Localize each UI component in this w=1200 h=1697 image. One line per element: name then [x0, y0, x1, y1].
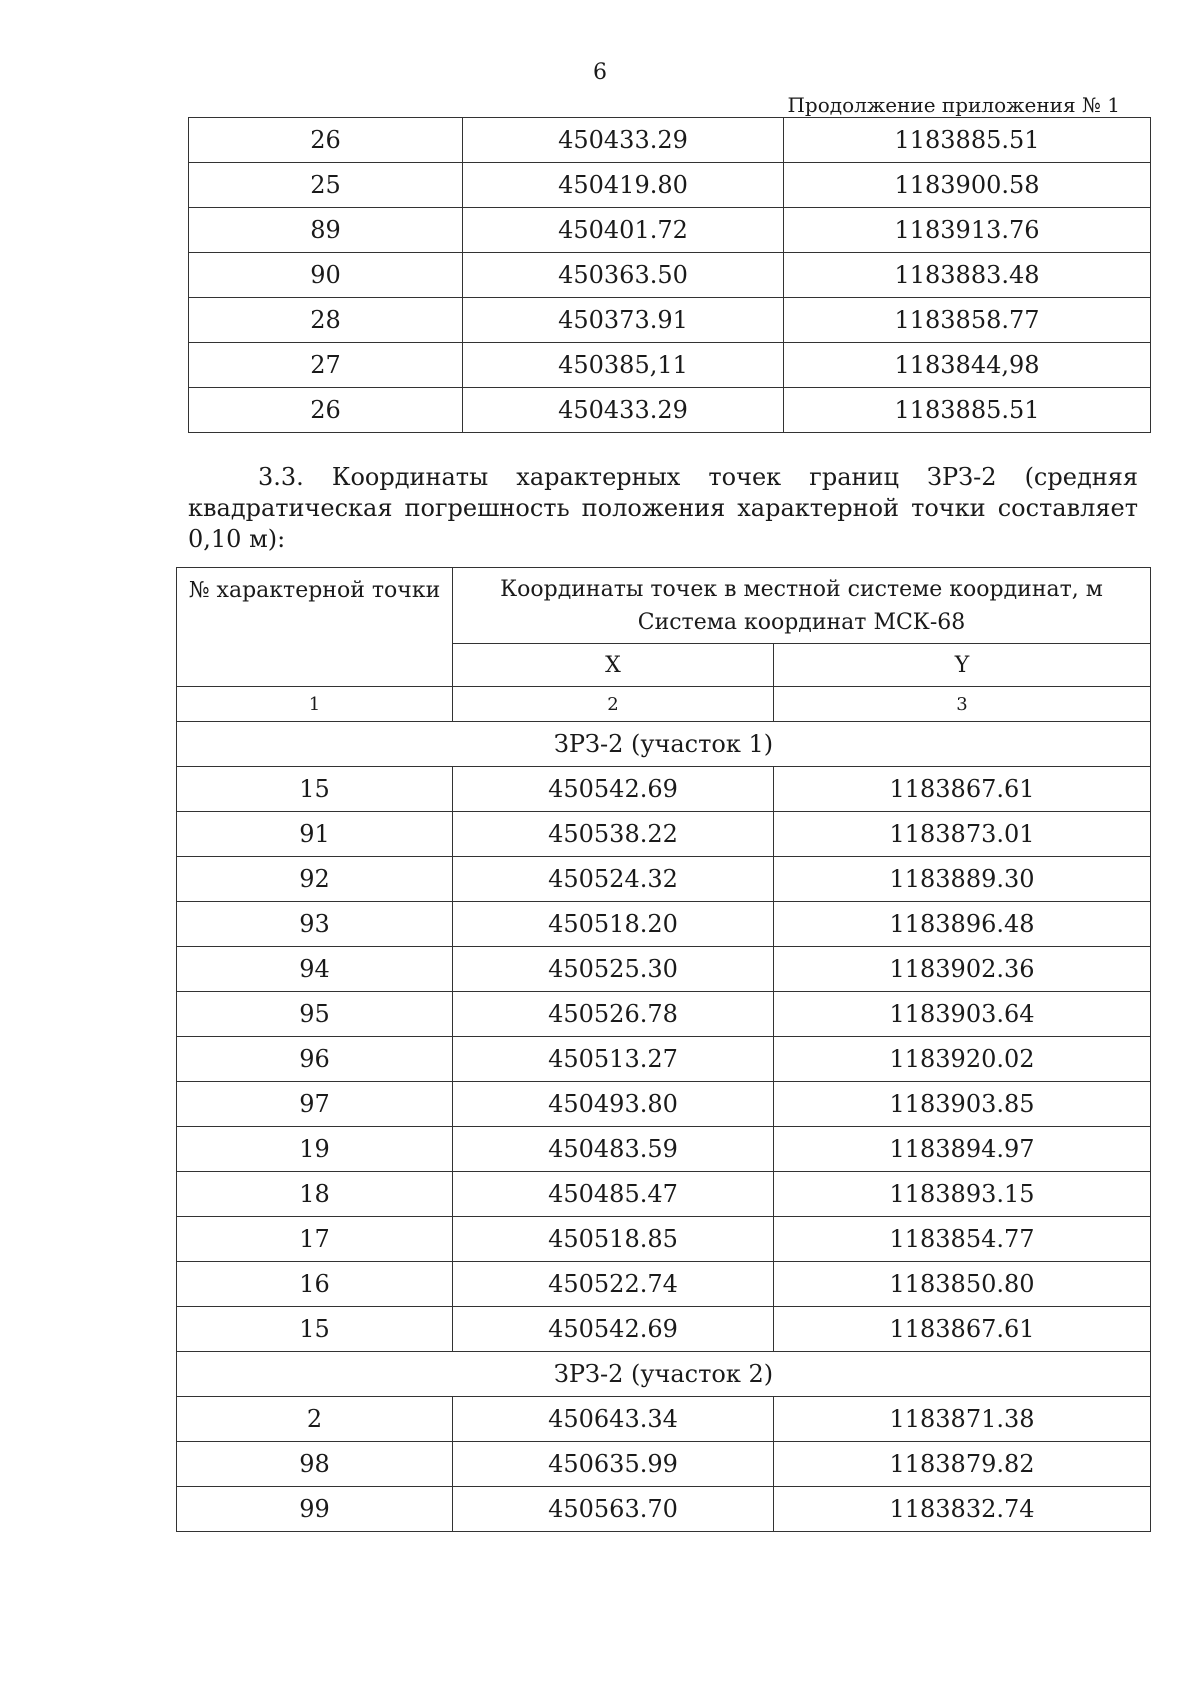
y-coordinate-cell: 1183903.64: [774, 992, 1151, 1037]
coordinates-table-zrz2: [176, 567, 1151, 1532]
point-number-cell: 96: [177, 1037, 453, 1082]
table-row: [177, 1487, 1151, 1532]
section-paragraph: 3.3. Координаты характерных точек границ ЗРЗ-2 (средняя квадратическая погрешность положения характерной точки составляет 0,10 м):: [188, 463, 1138, 553]
table-row: [189, 163, 1151, 208]
y-coordinate-cell: 1183894.97: [774, 1127, 1151, 1172]
x-coordinate-cell: 450518.85: [453, 1217, 774, 1262]
header-coordinates-line1: Координаты точек в местной системе координат, м: [500, 576, 1103, 602]
point-number-cell: 15: [177, 1307, 453, 1352]
section-title-plot-1: ЗРЗ-2 (участок 1): [177, 722, 1151, 767]
table-row: [177, 1442, 1151, 1487]
point-number-cell: 17: [177, 1217, 453, 1262]
table-row: [177, 767, 1151, 812]
header-point-number: № характерной точки: [177, 568, 453, 687]
y-coordinate-cell: 1183889.30: [774, 857, 1151, 902]
x-coordinate-cell: 450483.59: [453, 1127, 774, 1172]
point-number-cell: 95: [177, 992, 453, 1037]
y-coordinate-cell: 1183867.61: [774, 767, 1151, 812]
table-row: [189, 298, 1151, 343]
table-row: [177, 1262, 1151, 1307]
point-number-cell: 99: [177, 1487, 453, 1532]
x-coordinate-cell: 450635.99: [453, 1442, 774, 1487]
x-coordinate-cell: 450542.69: [453, 767, 774, 812]
x-coordinate-cell: 450518.20: [453, 902, 774, 947]
x-coordinate-cell: 450525.30: [453, 947, 774, 992]
point-number-cell: 25: [189, 163, 463, 208]
y-coordinate-cell: 1183854.77: [774, 1217, 1151, 1262]
point-number-cell: 98: [177, 1442, 453, 1487]
y-coordinate-cell: 1183896.48: [774, 902, 1151, 947]
x-coordinate-cell: 450385,11: [463, 343, 784, 388]
table-row: [177, 1082, 1151, 1127]
y-coordinate-cell: 1183850.80: [774, 1262, 1151, 1307]
column-number-2: 2: [453, 687, 774, 722]
y-coordinate-cell: 1183885.51: [784, 118, 1151, 163]
point-number-cell: 19: [177, 1127, 453, 1172]
point-number-cell: 90: [189, 253, 463, 298]
point-number-cell: 2: [177, 1397, 453, 1442]
column-number-3: 3: [774, 687, 1151, 722]
x-coordinate-cell: 450433.29: [463, 118, 784, 163]
point-number-cell: 26: [189, 118, 463, 163]
y-coordinate-cell: 1183920.02: [774, 1037, 1151, 1082]
header-x: X: [453, 644, 774, 687]
continuation-label: Продолжение приложения № 1: [787, 93, 1120, 117]
y-coordinate-cell: 1183900.58: [784, 163, 1151, 208]
table-row: [177, 902, 1151, 947]
y-coordinate-cell: 1183885.51: [784, 388, 1151, 433]
point-number-cell: 27: [189, 343, 463, 388]
table-row: [177, 1172, 1151, 1217]
point-number-cell: 16: [177, 1262, 453, 1307]
y-coordinate-cell: 1183879.82: [774, 1442, 1151, 1487]
y-coordinate-cell: 1183902.36: [774, 947, 1151, 992]
y-coordinate-cell: 1183858.77: [784, 298, 1151, 343]
x-coordinate-cell: 450485.47: [453, 1172, 774, 1217]
x-coordinate-cell: 450522.74: [453, 1262, 774, 1307]
x-coordinate-cell: 450363.50: [463, 253, 784, 298]
page-number: 6: [593, 60, 607, 85]
y-coordinate-cell: 1183893.15: [774, 1172, 1151, 1217]
table-row: [177, 857, 1151, 902]
table-row: [177, 1307, 1151, 1352]
point-number-cell: 28: [189, 298, 463, 343]
y-coordinate-cell: 1183883.48: [784, 253, 1151, 298]
coordinates-table-continued: [188, 117, 1151, 433]
point-number-cell: 89: [189, 208, 463, 253]
table-row: [189, 343, 1151, 388]
point-number-cell: 94: [177, 947, 453, 992]
table-row: [189, 388, 1151, 433]
x-coordinate-cell: 450513.27: [453, 1037, 774, 1082]
table-row: [177, 1037, 1151, 1082]
table-row: [189, 118, 1151, 163]
y-coordinate-cell: 1183844,98: [784, 343, 1151, 388]
section-row: [177, 722, 1151, 767]
x-coordinate-cell: 450373.91: [463, 298, 784, 343]
table-row: [189, 208, 1151, 253]
table-row: [177, 1127, 1151, 1172]
y-coordinate-cell: 1183832.74: [774, 1487, 1151, 1532]
y-coordinate-cell: 1183903.85: [774, 1082, 1151, 1127]
y-coordinate-cell: 1183873.01: [774, 812, 1151, 857]
point-number-cell: 18: [177, 1172, 453, 1217]
x-coordinate-cell: 450563.70: [453, 1487, 774, 1532]
x-coordinate-cell: 450643.34: [453, 1397, 774, 1442]
header-coordinates: [453, 568, 1151, 644]
point-number-cell: 15: [177, 767, 453, 812]
x-coordinate-cell: 450493.80: [453, 1082, 774, 1127]
table-row: [177, 1397, 1151, 1442]
header-coordinates-line2: Система координат МСК-68: [637, 609, 966, 635]
x-coordinate-cell: 450401.72: [463, 208, 784, 253]
y-coordinate-cell: 1183867.61: [774, 1307, 1151, 1352]
column-number-row: [177, 687, 1151, 722]
column-number-1: 1: [177, 687, 453, 722]
section-row: [177, 1352, 1151, 1397]
x-coordinate-cell: 450526.78: [453, 992, 774, 1037]
point-number-cell: 92: [177, 857, 453, 902]
header-row: [177, 568, 1151, 644]
table-row: [177, 812, 1151, 857]
point-number-cell: 93: [177, 902, 453, 947]
point-number-cell: 97: [177, 1082, 453, 1127]
table-row: [177, 992, 1151, 1037]
x-coordinate-cell: 450538.22: [453, 812, 774, 857]
section-title-plot-2: ЗРЗ-2 (участок 2): [177, 1352, 1151, 1397]
x-coordinate-cell: 450524.32: [453, 857, 774, 902]
point-number-cell: 26: [189, 388, 463, 433]
y-coordinate-cell: 1183913.76: [784, 208, 1151, 253]
header-y: Y: [774, 644, 1151, 687]
table-row: [177, 947, 1151, 992]
point-number-cell: 91: [177, 812, 453, 857]
table-row: [177, 1217, 1151, 1262]
x-coordinate-cell: 450419.80: [463, 163, 784, 208]
x-coordinate-cell: 450542.69: [453, 1307, 774, 1352]
x-coordinate-cell: 450433.29: [463, 388, 784, 433]
table-row: [189, 253, 1151, 298]
y-coordinate-cell: 1183871.38: [774, 1397, 1151, 1442]
